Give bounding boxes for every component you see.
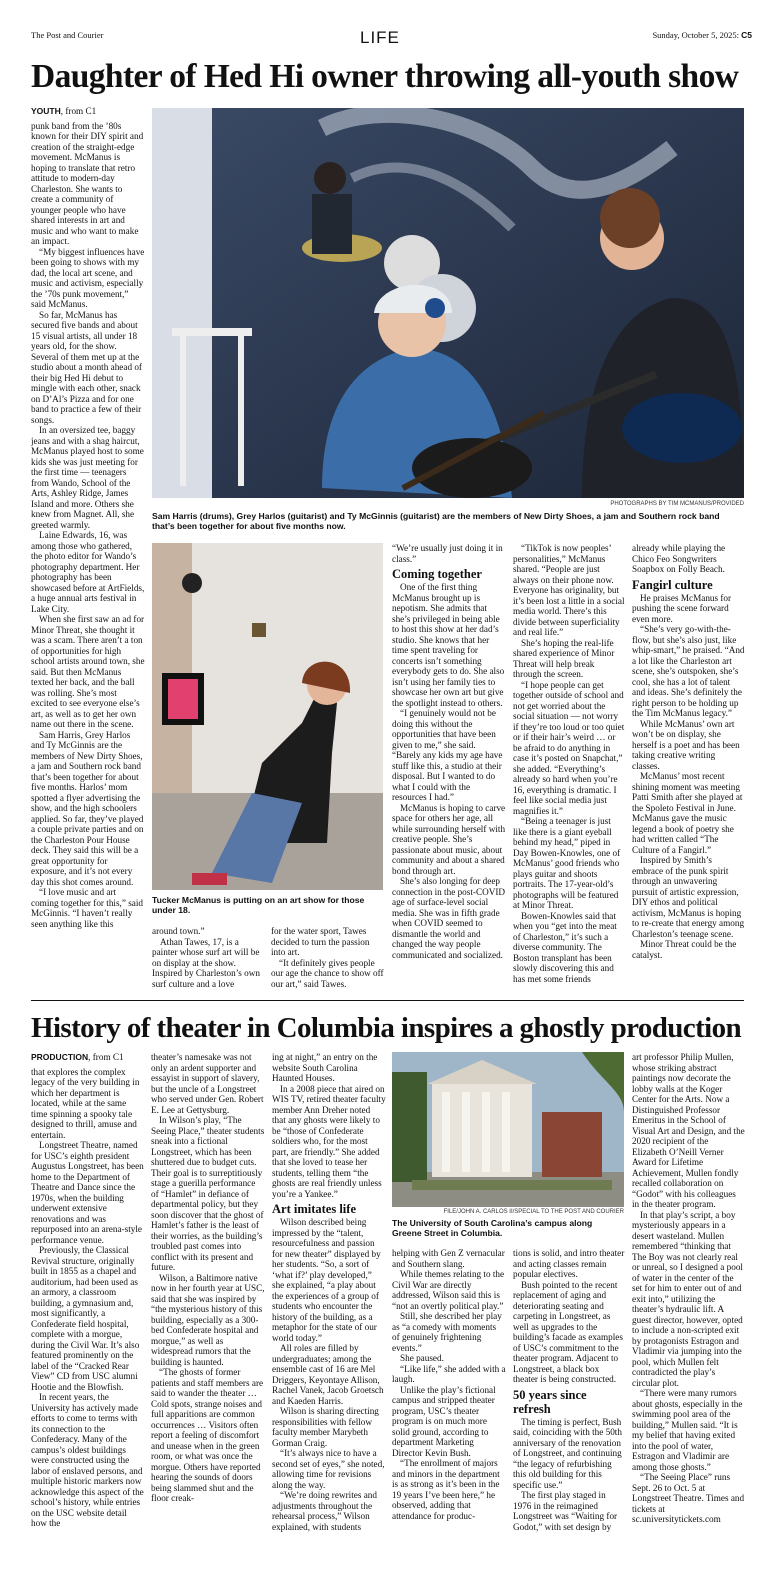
paragraph: “Like life,” she added with a laugh. bbox=[392, 1363, 506, 1384]
story1-column-5 bbox=[513, 543, 625, 995]
photo-credit: PHOTOGRAPHS BY TIM MCMANUS/PROVIDED bbox=[610, 501, 744, 507]
campus-photo-caption: The University of South Carolina’s campus along Greene Street in Columbia. bbox=[392, 1218, 593, 1238]
paragraph: In an oversized tee, baggy jeans and with a shag haircut, McManus played host to some kids she was just meeting for the first time — teenagers from Wando, School of the Arts, Ashley Ridge, James Island and more. Others she knew from Magnet. All, she greeted warmly. bbox=[31, 425, 144, 530]
subhead-fangirl-culture: Fangirl culture bbox=[632, 577, 713, 592]
paragraph: “We’re usually just doing it in class.” bbox=[392, 543, 503, 564]
paragraph: art professor Philip Mullen, whose striking abstract paintings now decorate the lobby walls at the Koger Center for the Arts. Now a Distinguished Professor Emeritus in the School of Visual Art and Design, and the 2020 recipient of the Elizabeth O’Neill Verner Award for Lifetime Achievement, Mullen fondly recalled collaboration on “Godot” with his colleagues in the theater program. bbox=[632, 1052, 745, 1209]
paragraph: In recent years, the University has actively made efforts to come to terms with its connection to the Confederacy. Many of the campus’s oldest buildings were constructed using the labor of enslaved persons, and multiple historic markers now acknowledge this aspect of the school’s history, while entries on the USC website detail how the bbox=[31, 1392, 144, 1528]
section-name: LIFE bbox=[360, 28, 400, 47]
paragraph: “I hope people can get together outside of school and not get worried about the social situation — not worry if they’re too loud or too quiet or if their hair’s weird … or be afraid to do anything in case it’s posted on Snapchat,” she added. “Everything’s already so hard when you’re 16, everything is dramatic. I feel like social media just magnifies it.” bbox=[513, 679, 625, 816]
story2-headline: History of theater in Columbia inspires a ghostly production bbox=[31, 1012, 742, 1044]
paragraph: She’s hoping the real-life shared experience of Minor Threat will help break through the screen. bbox=[513, 637, 615, 679]
paragraph: “It’s always nice to have a second set of eyes,” she noted, allowing time for revisions along the way. bbox=[272, 1448, 385, 1490]
paragraph: “The enrollment of majors and minors in the department is as strong as it’s been in the 19 years I’ve been here,” he observed, adding that attendance for produc- bbox=[392, 1458, 500, 1521]
paragraph: Previously, the Classical Revival structure, originally built in 1855 as a chapel and auditorium, had been used as an armory, a classroom building, a gymnasium and, most significantly, a Confederate field hospital, complete with a morgue, during the Civil War. It’s also featured prominently on the label of the “Cracked Rear View” CD from USC alumni Hootie and the Blowfish. bbox=[31, 1245, 140, 1392]
paragraph: “There were many rumors about ghosts, especially in the swimming pool area of the building,” Mullen said. “It is my belief that having exited into the pool of water, Estragon and Vladimir are among those ghosts.” bbox=[632, 1388, 743, 1472]
paragraph: She paused. bbox=[400, 1353, 444, 1363]
paragraph: around town.” bbox=[152, 926, 205, 936]
paragraph: The first play staged in 1976 in the reimagined Longstreet was “Waiting for Godot,” with set design by bbox=[513, 1490, 618, 1532]
paragraph: for the water sport, Tawes decided to turn the passion into art. bbox=[271, 926, 370, 957]
story1-column-1 bbox=[31, 106, 145, 994]
story1-column-2 bbox=[152, 926, 265, 994]
story2-column-2 bbox=[151, 1052, 265, 1562]
band-photo bbox=[152, 108, 744, 498]
paragraph: tions is solid, and intro theater and acting classes remain popular electives. bbox=[513, 1248, 625, 1279]
page-number: C5 bbox=[741, 30, 752, 40]
paragraph: Wilson, a Baltimore native now in her fourth year at USC, said that she was inspired by “the mysterious history of this building, especially as a 300-bed Confederate hospital and morgue,” as well as widespread rumors that the building is haunted. bbox=[151, 1272, 265, 1367]
story2-column-4 bbox=[392, 1248, 506, 1562]
paragraph: “I genuinely would not be doing this without the opportunities that have been given to me,” she said. “Barely any kids my age have stuff like this, a studio at their disposal. But I wanted to do what I could with the resources I had.” bbox=[392, 708, 503, 802]
paragraph: “It definitely gives people our age the chance to show off our art,” said Tawes. bbox=[271, 957, 384, 989]
paragraph: “TikTok is now peoples’ personalities,” McManus shared. “People are just always on their phone now. Everyone has originality, but it’s been lost a little in a social media world. There’s this divide between superficiality and real life.” bbox=[513, 543, 625, 637]
paragraph: Athan Tawes, 17, is a painter whose surf art will be on display at the show. Inspired by Charleston’s own surf culture and a love bbox=[152, 936, 260, 989]
story2-column-1 bbox=[31, 1052, 144, 1562]
paragraph: Bowen-Knowles said that when you “get into the meat of Charleston,” it’s such a diverse community. The Boston transplant has been slowly discovering this and has met some friends bbox=[513, 910, 617, 984]
paragraph: “My biggest influences have been going to shows with my dad, the local art scene, and music and activism, especially the ’70s punk movement,” said McManus. bbox=[31, 246, 145, 309]
band-photo-illustration bbox=[152, 108, 744, 498]
story1-jump-label: YOUTH bbox=[31, 106, 61, 116]
paragraph: Longstreet Theatre, named for USC’s eighth president Augustus Longstreet, has been home to the Department of Theatre and Dance since the 1970s, when the building underwent extensive renovations and was repurposed into an arena-style performance venue. bbox=[31, 1140, 144, 1245]
paragraph: helping with Gen Z vernacular and Southern slang. bbox=[392, 1248, 505, 1269]
paragraph: While McManus’ own art won’t be on display, she herself is a poet and has been taking creative writing classes. bbox=[632, 718, 740, 771]
campus-photo-credit: FILE/JOHN A. CARLOS II/SPECIAL TO THE POST AND COURIER bbox=[443, 1209, 624, 1215]
subhead-50-years: 50 years since refresh bbox=[513, 1387, 587, 1416]
artist-photo bbox=[152, 543, 383, 890]
paragraph: Laine Edwards, 16, was among those who gathered, the photo editor for Wando’s photography department. Her photography has been showcased before at ArtFields, a huge annual arts festival in Lake City. bbox=[31, 530, 145, 614]
paragraph: punk band from the ’80s known for their DIY spirit and creation of the straight-edge movement. McManus is hoping to translate that retro attitude to modern-day Charleston. She wants to create a community of younger people who have shared interests in art and music and who want to make an impact. bbox=[31, 120, 144, 246]
story1-headline: Daughter of Hed Hi owner throwing all-youth show bbox=[31, 58, 739, 95]
story2-jump-label: PRODUCTION bbox=[31, 1052, 89, 1062]
story2-column-6 bbox=[632, 1052, 745, 1562]
paragraph: One of the first thing McManus brought up is nepotism. She admits that she’s privileged in being able to host this show at her dad’s studio. She knows that her time spent traveling for concerts isn’t something everybody gets to do. She also isn’t using her family ties to showcase her own art but give the spotlight instead to others. bbox=[392, 582, 505, 708]
artist-photo-caption: Tucker McManus is putting on an art show for those under 18. bbox=[152, 895, 365, 915]
paragraph: McManus is hoping to carve space for others her age, all while surrounding herself with creative people. She’s passionate about music, about community and about a shared bond through art. bbox=[392, 802, 506, 876]
paragraph: Inspired by Smith’s embrace of the punk spirit through an unwavering pursuit of artistic expression, DIY ethos and political activism, McManus is hoping to re-create that energy among Charleston’s teenage scene. bbox=[632, 855, 745, 939]
story-divider bbox=[31, 1000, 744, 1001]
paragraph: Sam Harris, Grey Harlos and Ty McGinnis are the members of New Dirty Shoes, a jam and Southern rock band that’s been together for about five months. Harlos’ mom spotted a flyer advertising the show, and the high schoolers applied. So far, they’ve played a couple private parties and on the Charleston Pour House deck. They said this will be a great opportunity for exposure, and it’s not every day this shot comes around. bbox=[31, 729, 144, 887]
story2-column-3 bbox=[272, 1052, 386, 1562]
paragraph: Bush pointed to the recent replacement of aging and deteriorating seating and carpeting in Longstreet, as well as upgrades to the building’s facade as examples of USC’s commitment to the theater program. Adjacent to Longstreet, a black box theater is being constructed. bbox=[513, 1279, 623, 1384]
story1-column-6 bbox=[632, 543, 745, 995]
paragraph: So far, McManus has secured five bands and about 15 visual artists, all under 18 years old, for the show. Several of them met up at the studio about a month ahead of their big Hed Hi debut to mingle with each other, snack on D’Al’s Pizza and for one band to practice a few of their songs. bbox=[31, 309, 142, 425]
paragraph: She’s also longing for deep connection in the post-COVID age of surface-level social media. She was in fifth grade when COVID seemed to dismantle the world and changed the way people communicated and socialized. bbox=[392, 876, 506, 960]
band-photo-caption: Sam Harris (drums), Grey Harlos (guitarist) and Ty McGinnis (guitarist) are the members of New Dirty Shoes, a jam and Southern rock band that’s been together for about five months now. bbox=[152, 511, 720, 531]
story1-jump-from: , from C1 bbox=[60, 106, 97, 116]
paragraph: “She’s very go-with-the-flow, but she’s also just, like whip-smart,” he praised. “And a lot like the Charleston art scene, she’s outspoken, she’s cool, she has a lot of talent and ideas. She’s definitely the right person to be holding up the Tim McManus legacy.” bbox=[632, 624, 745, 718]
subhead-art-imitates-life: Art imitates life bbox=[272, 1202, 356, 1216]
paragraph: In a 2008 piece that aired on WIS TV, retired theater faculty member Ann Dreher noted that any ghosts were likely to be “those of Confederate soldiers who, for the most part, are friendly.” She added that she loved to tease her students, telling them “the ghosts are real friendly unless you’re a Yankee.” bbox=[272, 1083, 386, 1199]
paragraph: ing at night,” an entry on the website South Carolina Haunted Houses. bbox=[272, 1052, 378, 1083]
paragraph: Minor Threat could be the catalyst. bbox=[632, 939, 737, 960]
paragraph: theater’s namesake was not only an ardent supporter and essayist in support of slavery, but the uncle of a Longstreet who served under Gen. Robert E. Lee at Gettysburg. bbox=[151, 1052, 264, 1115]
date-text: Sunday, October 5, 2025: bbox=[652, 30, 739, 40]
paragraph: He praises McManus for pushing the scene forward even more. bbox=[632, 592, 732, 624]
paragraph: While themes relating to the Civil War are directly addressed, Wilson said this is “not an overtly political play.” bbox=[392, 1269, 505, 1311]
paragraph: Wilson is sharing directing responsibilities with fellow faculty member Marybeth Gorman Craig. bbox=[272, 1406, 379, 1448]
story2-column-5 bbox=[513, 1248, 625, 1562]
paragraph: All roles are filled by undergraduates; among the ensemble cast of 16 are Mel Driggers, Keyontaye Allison, Rachel Vanek, Jacob Groetsch and Kaeden Harris. bbox=[272, 1343, 384, 1406]
paragraph: already while playing the Chico Feo Songwriters Soapbox on Folly Beach. bbox=[632, 543, 726, 574]
story1-column-4 bbox=[392, 543, 506, 995]
page-date bbox=[652, 30, 752, 40]
paragraph: Unlike the play’s fictional campus and stripped theater program, USC’s theater program is on much more solid ground, according to department Marketing Director Kevin Bush. bbox=[392, 1384, 496, 1458]
paragraph: In Wilson’s play, “The Seeing Place,” theater students sneak into a fictional Longstreet, which has been shuttered due to budget cuts. Their goal is to surreptitiously stage a guerilla performance of “Hamlet” in defiance of departmental policy, but they soon discover that the ghost of Hamlet’s father is the least of their worries, as the building’s troubled past comes into conflict with its present and future. bbox=[151, 1115, 265, 1272]
paragraph: When she first saw an ad for Minor Threat, she thought it was a scam. There aren’t a ton of opportunities for high school artists around town, she said. But then McManus texted her back, and the ball was rolling. She’s most excited to see everyone else’s art, as well as to get her own name out there in the scene. bbox=[31, 614, 145, 729]
campus-photo bbox=[392, 1052, 624, 1207]
paragraph: In that play’s script, a boy mysteriously appears in a desert wasteland. Mullen remembered “thinking that The Boy was not clearly real or unreal, so I designed a pool of water in the center of the set for him to enter out of and exit into,” utilizing the theater’s hydraulic lift. A guest director, however, opted to include a non-scripted exit by protagonists Estragon and Vladimir via jumping into the pool, which Mullen felt contradicted the play’s circular plot. bbox=[632, 1209, 743, 1388]
paragraph: “I love music and art coming together for this,” said McGinnis. “I haven’t really seen anything like this bbox=[31, 887, 144, 929]
story2-jump-from: , from C1 bbox=[88, 1052, 124, 1062]
publication-name: The Post and Courier bbox=[31, 30, 104, 40]
paragraph: “We’re doing rewrites and adjustments throughout the rehearsal process,” Wilson explained, with students bbox=[272, 1490, 377, 1532]
paragraph: “Being a teenager is just like there is a giant eyeball behind my head,” piped in Day Bowen-Knowles, one of McManus’ good friends who plays guitar and shoots portraits. The 17-year-old’s photographs will be featured at Minor Threat. bbox=[513, 816, 621, 910]
paragraph: Still, she described her play as “a comedy with moments of genuinely frightening events.” bbox=[392, 1311, 502, 1353]
paragraph: Wilson described being impressed by the “talent, resourcefulness and passion for new theater” displayed by her students. “So, a sort of ‘what if?’ play developed,” she explained, “a play about the experiences of a group of students who encounter the history of the building, as a metaphor for the state of our world today.” bbox=[272, 1217, 381, 1343]
story1-column-3 bbox=[271, 926, 385, 994]
paragraph: The timing is perfect, Bush said, coinciding with the 50th anniversary of the renovation of Longstreet, and continuing “the legacy of refurbishing this old building for this specific use.” bbox=[513, 1416, 622, 1490]
subhead-coming-together: Coming together bbox=[392, 567, 482, 581]
paragraph: “The ghosts of former patients and staff members are said to wander the theater … Cold spots, strange noises and full apparitions are common occurrences … Visitors often report a feeling of discomfort and unease when in the green room, or what was once the morgue. Others have reported hearing the sounds of doors being slammed shut and the floor creak- bbox=[151, 1367, 264, 1503]
paragraph: that explores the complex legacy of the very building in which her department is located, while at the same time spinning a spooky tale designed to thrill, amuse and entertain. bbox=[31, 1066, 140, 1140]
artist-photo-illustration bbox=[152, 543, 383, 890]
paragraph: “The Seeing Place” runs Sept. 26 to Oct. 5 at Longstreet Theatre. Times and tickets at sc.universitytickets.com bbox=[632, 1472, 745, 1524]
paragraph: McManus’ most recent shining moment was meeting Patti Smith after she played at the Spoleto Festival in June. McManus gave the music legend a book of poetry she had written called “The Culture of a Fangirl.” bbox=[632, 771, 743, 855]
campus-photo-illustration bbox=[392, 1052, 624, 1207]
